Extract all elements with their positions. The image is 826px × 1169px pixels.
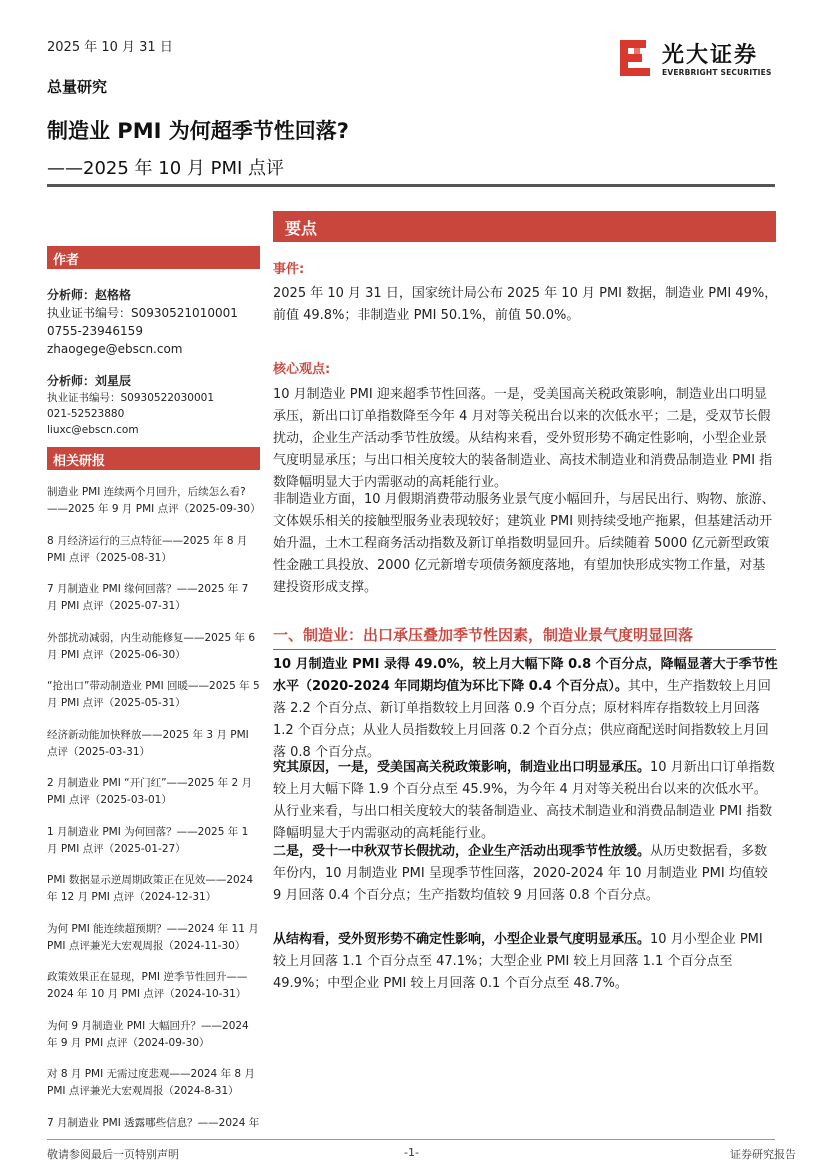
paragraph-4-lead: 从结构看，受外贸形势不确定性影响，小型企业景气度明显承压。 <box>273 932 651 947</box>
analyst-2-phone: 021-52523880 <box>47 408 125 420</box>
research-item[interactable]: 7 月制造业 PMI 透露哪些信息？——2024 年 <box>47 1116 260 1129</box>
analyst-1-name: 分析师：赵格格 <box>47 288 132 302</box>
research-item[interactable]: 2 月制造业 PMI “开门红”——2025 年 2 月 PMI 点评（2025-03-01） <box>47 777 252 806</box>
analyst-1-block <box>47 286 262 358</box>
paragraph-3-body: 从历史数据看，多数年份内，10 月制造业 PMI 呈现季节性回落，2020-2024 年 10 月制造业 PMI 均值较 9 月回落 0.4 个百分点；生产指数均值较 9 月回落 0.8 个百分点。 <box>273 844 768 903</box>
related-research-list <box>47 484 262 1146</box>
section-1-paragraph-2 <box>273 757 778 845</box>
research-item[interactable]: 经济新动能加快释放——2025 年 3 月 PMI 点评（2025-03-31） <box>47 728 249 758</box>
title-divider <box>47 184 775 187</box>
paragraph-2-lead: 究其原因，一是，受美国高关税政策影响，制造业出口明显承压。 <box>273 760 651 775</box>
analyst-1-cert: 执业证书编号：S0930521010001 <box>47 306 238 320</box>
core-view-paragraph-2: 非制造业方面，10 月假期消费带动服务业景气度小幅回升，与居民出行、购物、旅游、文体娱乐相关的接触型服务业表现较好；建筑业 PMI 则持续受地产拖累，但基建活动开始升温，土木工程商务活动指数及新订单指数明显回升。后续随着 5000 亿元新型政策性金融工具投放、2000 亿元新增专项债务额度落地，有望加快形成实物工作量，对基建投资形成支撑。 <box>273 492 775 595</box>
analyst-2-name: 分析师：刘星辰 <box>47 374 132 388</box>
research-item[interactable]: 外部扰动减弱，内生动能修复——2025 年 6 月 PMI 点评（2025-06-30） <box>47 631 256 661</box>
analyst-1-email[interactable]: zhaogege@ebscn.com <box>47 342 183 356</box>
event-label: 事件: <box>273 262 305 277</box>
logo-chinese-name: 光大证券 <box>662 43 759 68</box>
research-item[interactable]: 8 月经济运行的三点特征——2025 年 8 月 PMI 点评（2025-08-31） <box>47 534 248 564</box>
section-1-paragraph-4 <box>273 929 778 995</box>
paragraph-4-body: 10 月小型企业 PMI 较上月回落 1.1 个百分点至 47.1%；大型企业 PMI 较上月回落 1.1 个百分点至 49.9%；中型企业 PMI 较上月回落 0.1 个百分点至 48.7%。 <box>273 932 763 991</box>
author-section-header: 作者 <box>47 246 260 269</box>
footer-divider <box>47 1139 775 1140</box>
research-item[interactable]: “抢出口”带动制造业 PMI 回暖——2025 年 5 月 PMI 点评（2025-05-31） <box>47 680 260 709</box>
company-logo <box>618 36 778 80</box>
paragraph-2-body: 10 月新出口订单指数较上月大幅下降 1.9 个百分点至 45.9%，为今年 4 月对等关税出台以来的次低水平。从行业来看，与出口相关度较大的装备制造业、高技术制造业和消费品制造业 PMI 指数降幅明显大于内需驱动的高耗能行业。 <box>273 760 775 841</box>
paragraph-1-body: 其中，生产指数较上月回落 2.2 个百分点、新订单指数较上月回落 0.9 个百分点；原材料库存指数较上月回落 1.2 个百分点；从业人员指数较上月回落 0.2 个百分点；供应商配送时间指数较上月回落 0.8 个百分点。 <box>273 679 771 760</box>
section-1-heading: 一、制造业：出口承压叠加季节性因素，制造业景气度明显回落 <box>273 626 694 644</box>
section-1-divider <box>273 649 776 650</box>
research-item[interactable]: 制造业 PMI 连续两个月回升，后续怎么看?——2025 年 9 月 PMI 点评（2025-09-30） <box>47 486 261 515</box>
paragraph-3-lead: 二是，受十一中秋双节长假扰动，企业生产活动出现季节性放缓。 <box>273 844 651 859</box>
section-1-paragraph-1 <box>273 654 778 764</box>
paragraph-1-lead: 10 月制造业 PMI 录得 49.0%，较上月大幅下降 0.8 个百分点，降幅显著大于季节性水平（2020-2024 年同期均值为环比下降 0.4 个百分点）。 <box>273 657 778 694</box>
section-1-paragraph-3 <box>273 841 778 907</box>
research-item[interactable]: 为何 PMI 能连续超预期？——2024 年 11 月 PMI 点评兼光大宏观周报（2024-11-30） <box>47 922 259 952</box>
research-item[interactable]: 1 月制造业 PMI 为何回落？——2025 年 1 月 PMI 点评（2025-01-27） <box>47 825 249 855</box>
report-category: 总量研究 <box>47 78 108 96</box>
report-date: 2025 年 10 月 31 日 <box>47 40 173 55</box>
research-item[interactable]: 政策效果正在显现，PMI 逆季节性回升——2024 年 10 月 PMI 点评（2024-10-31） <box>47 971 248 1000</box>
core-view-label: 核心观点: <box>273 362 331 377</box>
analyst-2-block <box>47 372 262 438</box>
key-points-banner: 要点 <box>273 211 776 242</box>
footer-report-type: 证券研究报告 <box>730 1148 796 1161</box>
report-title: 制造业 PMI 为何超季节性回落? <box>47 119 349 143</box>
analyst-2-email[interactable]: liuxc@ebscn.com <box>47 424 139 436</box>
logo-english-name: EVERBRIGHT SECURITIES <box>662 68 772 77</box>
everbright-logo-icon <box>618 38 652 78</box>
footer-disclaimer: 敬请参阅最后一页特别声明 <box>47 1148 179 1161</box>
report-subtitle: ——2025 年 10 月 PMI 点评 <box>47 158 285 179</box>
event-text: 2025 年 10 月 31 日，国家统计局公布 2025 年 10 月 PMI 数据，制造业 PMI 49%，前值 49.8%；非制造业 PMI 50.1%，前值 50.0%。 <box>273 286 778 323</box>
research-item[interactable]: 7 月制造业 PMI 缘何回落？——2025 年 7 月 PMI 点评（2025-07-31） <box>47 583 249 612</box>
research-item[interactable]: PMI 数据显示逆周期政策正在见效——2024 年 12 月 PMI 点评（2024-12-31） <box>47 874 254 903</box>
core-view-paragraph-1: 10 月制造业 PMI 迎来超季节性回落。一是，受美国高关税政策影响，制造业出口明显承压，新出口订单指数降至今年 4 月对等关税出台以来的次低水平；二是，受双节长假扰动，企业生产活动季节性放缓。从结构来看，受外贸形势不确定性影响，小型企业景气度明显承压；与出口相关度较大的装备制造业、高技术制造业和消费品制造业 PMI 指数降幅明显大于内需驱动的高耗能行业。 <box>273 387 773 490</box>
research-item[interactable]: 为何 9 月制造业 PMI 大幅回升？——2024 年 9 月 PMI 点评（2024-09-30） <box>47 1019 249 1049</box>
research-item[interactable]: 对 8 月 PMI 无需过度悲观——2024 年 8 月 PMI 点评兼光大宏观周报（2024-8-31） <box>47 1068 255 1097</box>
analyst-1-phone: 0755-23946159 <box>47 324 143 338</box>
page-number: -1- <box>404 1146 419 1159</box>
related-research-header: 相关研报 <box>47 447 260 470</box>
analyst-2-cert: 执业证书编号：S0930522030001 <box>47 392 215 404</box>
